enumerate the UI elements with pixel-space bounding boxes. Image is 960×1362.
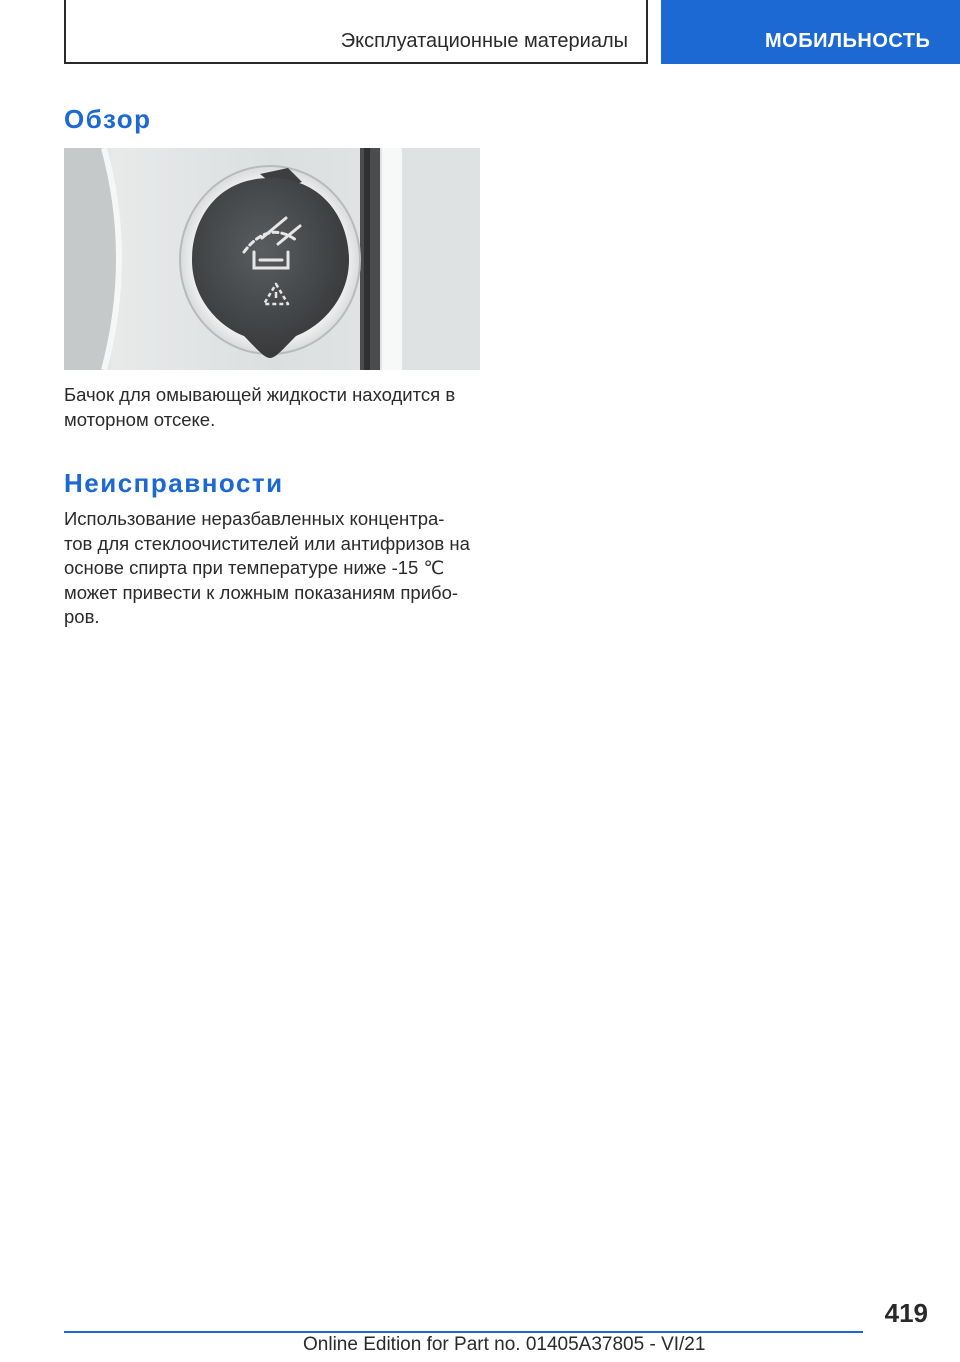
header-section-box [64, 0, 648, 64]
malfunctions-paragraph [64, 507, 484, 630]
malfunctions-line-4: может привести к ложным показаниям прибо‐ [64, 581, 459, 603]
malfunctions-line-3: основе спирта при температуре ниже -15 ℃ [64, 557, 445, 578]
washer-fluid-reservoir-cap-icon [64, 148, 480, 370]
malfunctions-heading: Неисправности [64, 468, 284, 498]
footer-divider [64, 1331, 863, 1333]
footer-edition-text: Online Edition for Part no. 01405A37805 - VI/21 [303, 1334, 706, 1355]
overview-line-2: моторном отсеке. [64, 408, 216, 430]
washer-reservoir-figure [64, 148, 480, 370]
overview-line-1: Бачок для омывающей жидкости находится в [64, 384, 456, 405]
malfunctions-line-5: ров. [64, 606, 100, 627]
header-section-title: Эксплуатационные материалы [340, 30, 628, 52]
page-number: 419 [884, 1298, 928, 1328]
overview-paragraph [64, 383, 484, 432]
header-chapter-tab: МОБИЛЬНОСТЬ [661, 0, 960, 64]
overview-heading: Обзор [64, 104, 152, 134]
malfunctions-line-1: Использование неразбавленных концентра‐ [64, 508, 445, 529]
malfunctions-line-2: тов для стеклоочистителей или антифризов на [64, 532, 470, 554]
